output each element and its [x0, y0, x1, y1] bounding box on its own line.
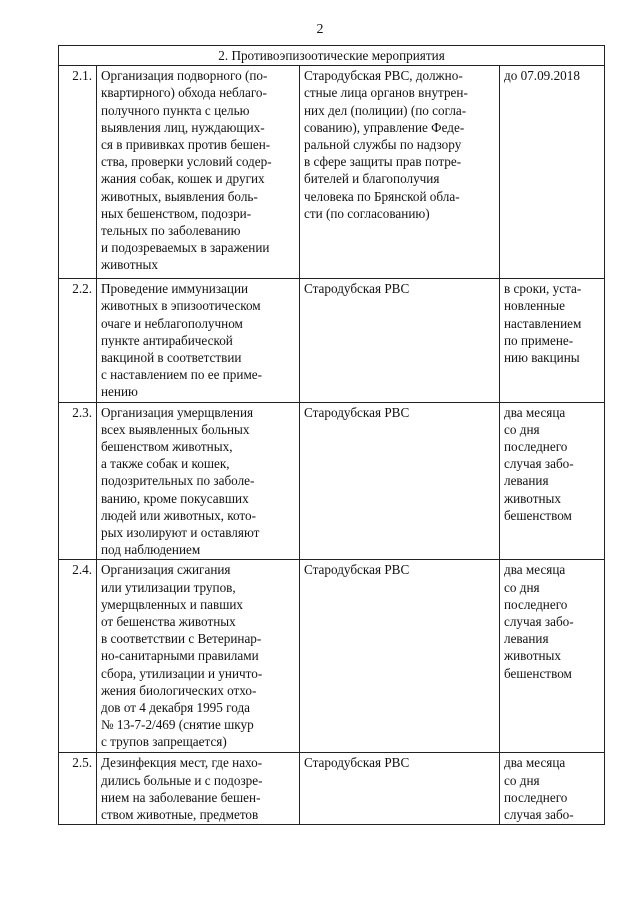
row-number: 2.5.	[59, 753, 97, 825]
deadline-cell: два месяца со дня последнего случая забо- левания животных бешенством	[500, 402, 605, 560]
activity-cell: Организация подворного (по- квартирного) обхода неблаго- получного пункта с целью выявления лиц, нуждающих- ся в прививках против бешен- ства, проверки условий содер- жания собак, кошек и других животных, выявления боль- ных бешенством, подозри- тельных по заболеванию и подозреваемых в заражении животных	[97, 66, 300, 279]
table-row	[59, 279, 605, 402]
row-number: 2.3.	[59, 402, 97, 560]
table-row	[59, 753, 605, 825]
responsible-cell: Стародубская РВС	[300, 753, 500, 825]
responsible-cell: Стародубская РВС, должно- стные лица органов внутрен- них дел (полиции) (по согла- сованию), управление Феде- ральной службы по надзору в сфере защиты прав потре- бителей и благополучия человека по Брянской обла- сти (по согласованию)	[300, 66, 500, 279]
responsible-cell: Стародубская РВС	[300, 402, 500, 560]
activity-cell: Организация сжигания или утилизации трупов, умерщвленных и павших от бешенства животных в соответствии с Ветеринар- но-санитарными правилами сбора, утилизации и уничто- жения биологических отхо- дов от 4 декабря 1995 года № 13-7-2/469 (снятие шкур с трупов запрещается)	[97, 560, 300, 753]
measures-table	[58, 45, 605, 825]
deadline-cell: два месяца со дня последнего случая забо-	[500, 753, 605, 825]
page-number: 2	[316, 22, 324, 37]
activity-cell: Проведение иммунизации животных в эпизоотическом очаге и неблагополучном пункте антирабической вакциной в соответствии с наставлением по ее приме- нению	[97, 279, 300, 402]
table-row	[59, 402, 605, 560]
row-number: 2.1.	[59, 66, 97, 279]
deadline-cell: в сроки, уста- новленные наставлением по примене- нию вакцины	[500, 279, 605, 402]
section-title: 2. Противоэпизоотические мероприятия	[59, 46, 605, 66]
row-number: 2.4.	[59, 560, 97, 753]
deadline-cell: два месяца со дня последнего случая забо- левания животных бешенством	[500, 560, 605, 753]
table-row	[59, 66, 605, 279]
activity-cell: Организация умерщвления всех выявленных больных бешенством животных, а также собак и кошек, подозрительных по заболе- ванию, кроме покусавших людей или животных, кото- рых изолируют и оставляют под наблюдением	[97, 402, 300, 560]
section-header-row	[59, 46, 605, 66]
row-number: 2.2.	[59, 279, 97, 402]
responsible-cell: Стародубская РВС	[300, 279, 500, 402]
activity-cell: Дезинфекция мест, где нахо- дились больные и с подозре- нием на заболевание бешен- ством животные, предметов	[97, 753, 300, 825]
table-row	[59, 560, 605, 753]
responsible-cell: Стародубская РВС	[300, 560, 500, 753]
deadline-cell: до 07.09.2018	[500, 66, 605, 279]
